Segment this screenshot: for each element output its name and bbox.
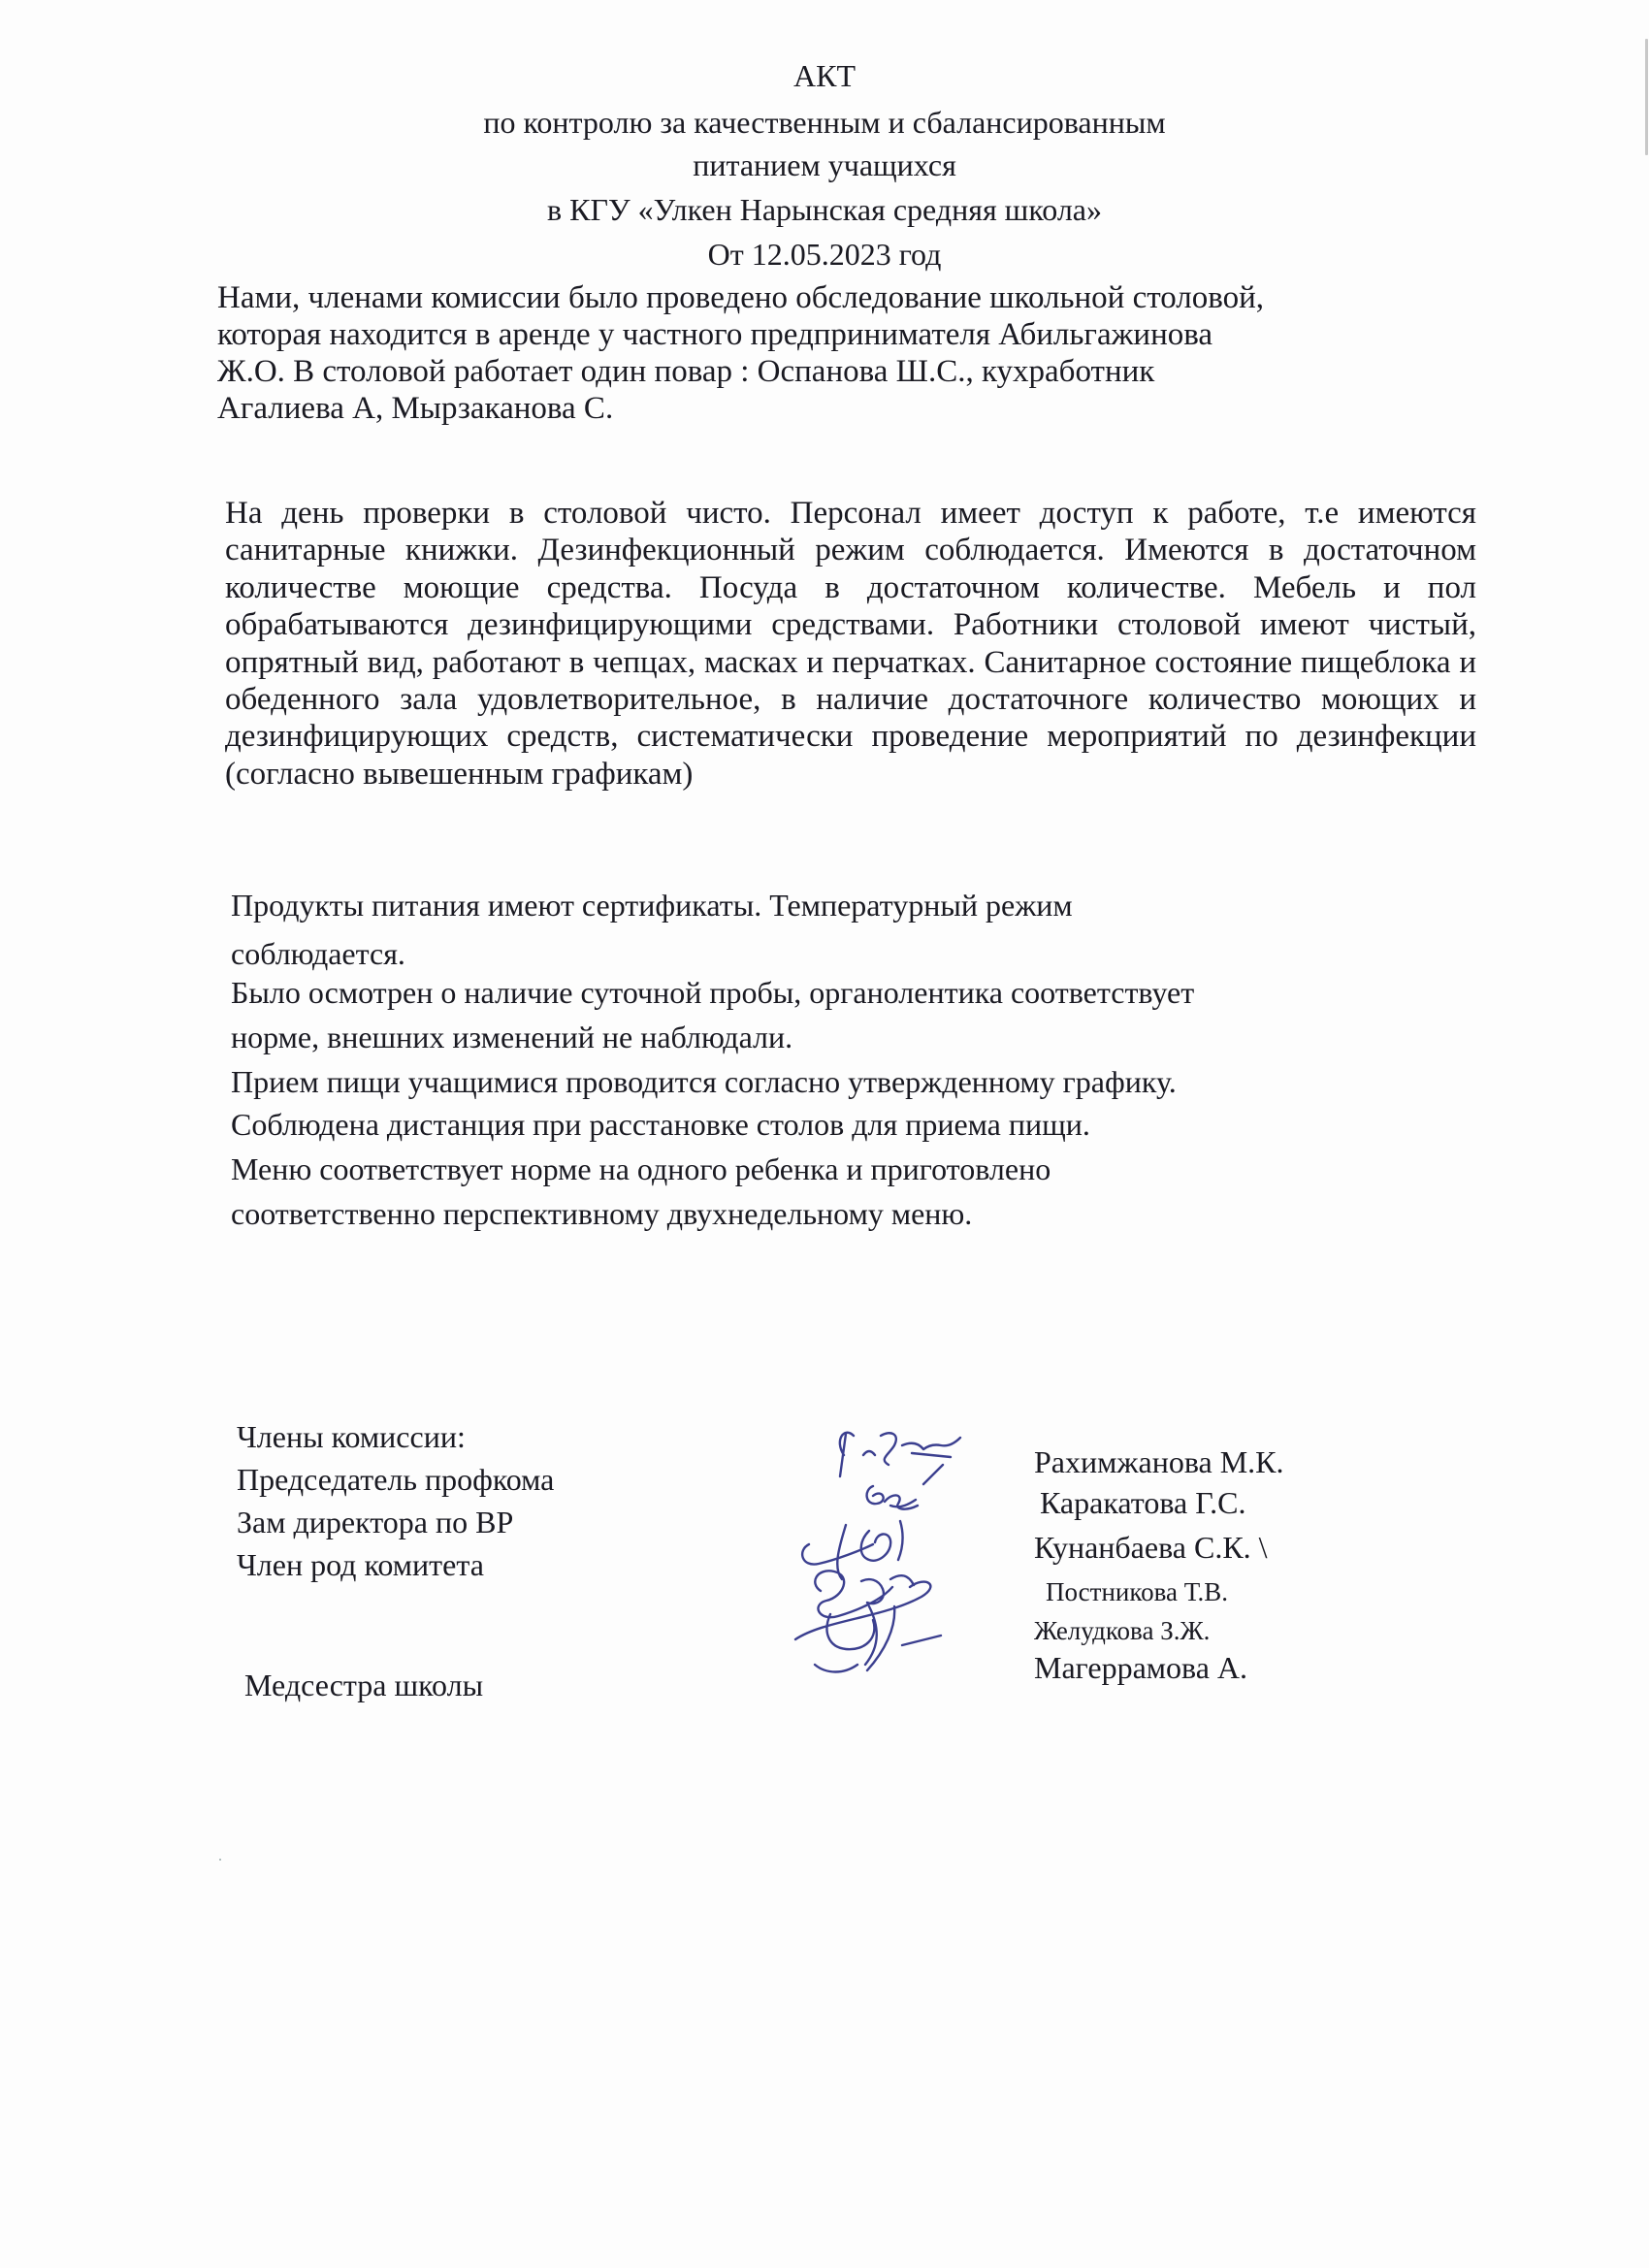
intro-paragraph [217, 279, 1478, 427]
findings-line: соблюдается. [231, 936, 405, 971]
intro-line: Нами, членами комиссии было проведено обследование школьной столовой, [217, 280, 1265, 315]
document-title: АКТ [793, 58, 856, 93]
document-subtitle-1: по контролю за качественным и сбалансированным [483, 105, 1166, 140]
findings-line: Продукты питания имеют сертификаты. Температурный режим [231, 888, 1073, 923]
document-subtitle-2: питанием учащихся [693, 147, 956, 182]
school-name: в КГУ «Улкен Нарынская средняя школа» [547, 192, 1102, 227]
findings-line: Меню соответствует норме на одного ребенка и приготовлено [231, 1151, 1051, 1186]
role-deputy-director: Зам директора по ВР [237, 1505, 514, 1539]
findings-line: норме, внешних изменений не наблюдали. [231, 1020, 793, 1054]
intro-line: которая находится в аренде у частного предпринимателя Абильгажинова [217, 317, 1213, 352]
findings-line: Соблюдена дистанция при расстановке столов для приема пищи. [231, 1107, 1090, 1142]
inspection-paragraph: На день проверки в столовой чисто. Персонал имеет доступ к работе, т.е имеются санитарные книжки. Дезинфекционный режим соблюдается. Имеются в достаточном количестве моющие средства. Посуда в достаточном количестве. Мебель и пол обрабатываются дезинфицирующими средствами. Работники столовой имеют чистый, опрятный вид, работают в чепцах, масках и перчатках. Санитарное состояние пищеблока и обеденного зала удовлетворительное, в наличие достаточноге количество моющих и дезинфицирующих средств, систематически проведение мероприятий по дезинфекции (согласно вывешенным графикам) [225, 496, 1476, 792]
member-name: Рахимжанова М.К. [1034, 1444, 1284, 1479]
member-name: Каракатова Г.С. [1040, 1485, 1246, 1520]
intro-line: Агалиева А, Мырзаканова С. [217, 391, 614, 426]
scan-speck [219, 1859, 221, 1861]
commission-heading: Члены комиссии: [237, 1419, 466, 1454]
handwritten-signatures-icon [776, 1416, 999, 1707]
findings-line: Было осмотрен о наличие суточной пробы, органолентика соответствует [231, 975, 1195, 1010]
role-nurse: Медсестра школы [244, 1668, 484, 1702]
member-name: Кунанбаева С.К. \ [1034, 1530, 1268, 1565]
role-chairman: Председатель профкома [237, 1462, 555, 1497]
member-name: Желудкова З.Ж. [1034, 1616, 1211, 1645]
document-date: От 12.05.2023 год [707, 237, 942, 272]
scan-edge-mark [1645, 39, 1648, 155]
member-name: Постникова Т.В. [1046, 1577, 1229, 1606]
findings-line: Прием пищи учащимися проводится согласно утвержденному графику. [231, 1064, 1177, 1099]
role-parent-committee: Член род комитета [237, 1547, 484, 1582]
intro-line: Ж.О. В столовой работает один повар : Оспанова Ш.С., кухработник [217, 354, 1155, 389]
findings-line: соответственно перспективному двухнедельному меню. [231, 1196, 973, 1231]
member-name: Магеррамова А. [1034, 1650, 1248, 1685]
